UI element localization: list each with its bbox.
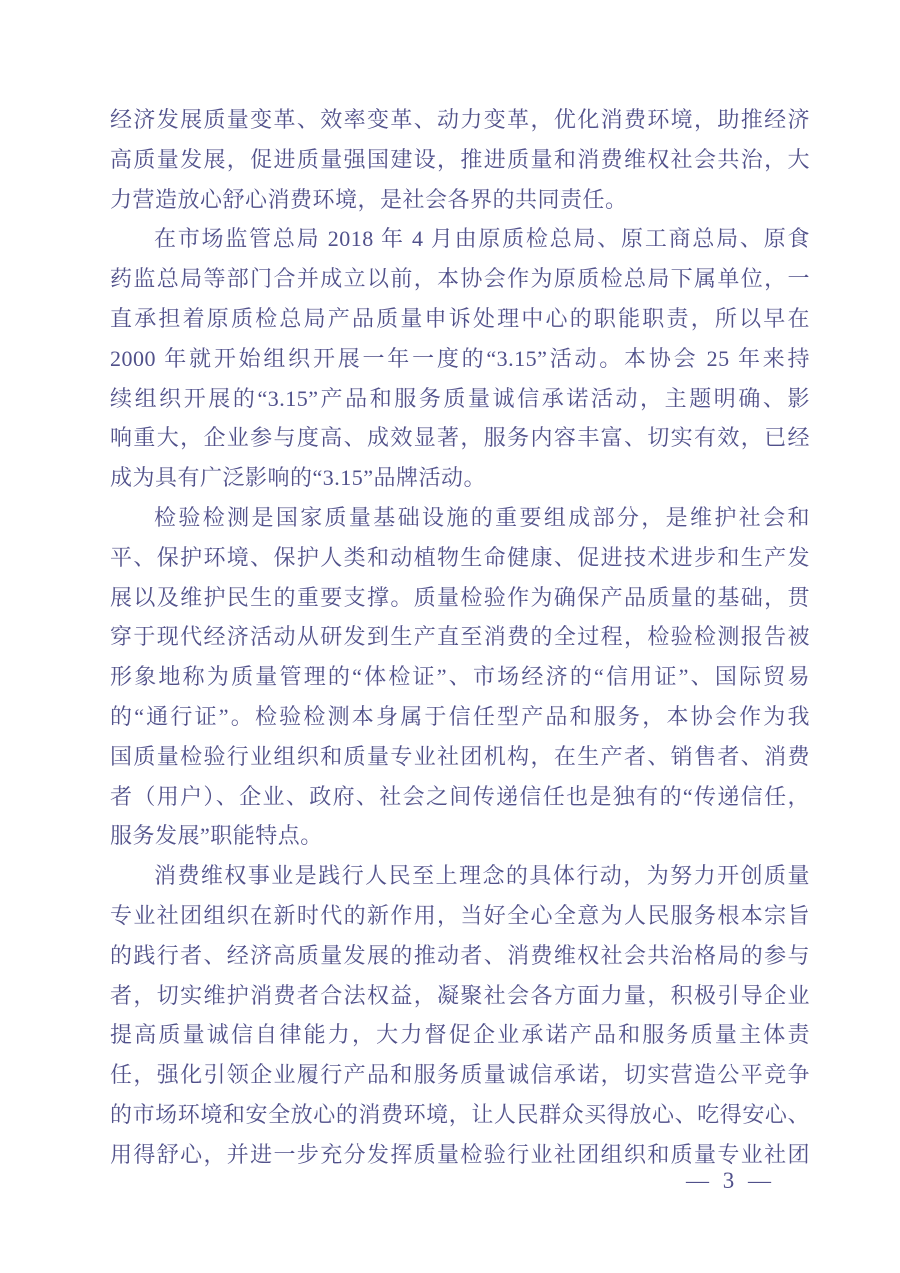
- text-line: 检验检测是国家质量基础设施的重要组成部分，是维护社会和: [154, 504, 810, 530]
- text-line: 直承担着原质检总局产品质量申诉处理中心的职能职责，所以早在: [110, 305, 810, 331]
- text-line: 2000 年就开始组织开展一年一度的“3.15”活动。本协会 25 年来持: [110, 345, 810, 371]
- text-line: 的“通行证”。检验检测本身属于信任型产品和服务，本协会作为我: [110, 703, 810, 729]
- text-line: 用得舒心，并进一步充分发挥质量检验行业社团组织和质量专业社团: [110, 1141, 810, 1167]
- text-line: 平、保护环境、保护人类和动植物生命健康、促进技术进步和生产发: [110, 544, 810, 570]
- text-line: 的践行者、经济高质量发展的推动者、消费维权社会共治格局的参与: [110, 942, 810, 968]
- text-line: 药监总局等部门合并成立以前，本协会作为原质检总局下属单位，一: [110, 266, 810, 292]
- paragraph: [110, 498, 810, 856]
- paragraph: [110, 856, 810, 1174]
- text-line: 经济发展质量变革、效率变革、动力变革，优化消费环境，助推经济: [110, 107, 810, 132]
- document-body: [110, 100, 810, 1175]
- text-line: 续组织开展的“3.15”产品和服务质量诚信承诺活动，主题明确、影: [110, 385, 810, 411]
- text-line: 力营造放心舒心消费环境，是社会各界的共同责任。: [110, 186, 628, 212]
- text-line: 穿于现代经济活动从研发到生产直至消费的全过程，检验检测报告被: [110, 624, 810, 650]
- text-line: 者，切实维护消费者合法权益，凝聚社会各方面力量，积极引导企业: [110, 982, 810, 1008]
- paragraph: [110, 219, 810, 498]
- text-line: 任，强化引领企业履行产品和服务质量诚信承诺，切实营造公平竞争: [110, 1062, 810, 1088]
- text-line: 国质量检验行业组织和质量专业社团机构，在生产者、销售者、消费: [110, 743, 810, 769]
- text-line: 形象地称为质量管理的“体检证”、市场经济的“信用证”、国际贸易: [110, 664, 810, 690]
- text-line: 高质量发展，促进质量强国建设，推进质量和消费维权社会共治，大: [110, 146, 810, 172]
- paragraph: [110, 100, 810, 219]
- text-line: 专业社团组织在新时代的新作用，当好全心全意为人民服务根本宗旨: [110, 902, 810, 928]
- text-line: 服务发展”职能特点。: [110, 823, 323, 849]
- page-number: — 3 —: [686, 1168, 775, 1193]
- text-line: 的市场环境和安全放心的消费环境，让人民群众买得放心、吃得安心、: [110, 1101, 810, 1127]
- text-line: 者（用户）、企业、政府、社会之间传递信任也是独有的“传递信任，: [110, 783, 810, 809]
- text-line: 在市场监管总局 2018 年 4 月由原质检总局、原工商总局、原食: [154, 226, 810, 252]
- text-line: 提高质量诚信自律能力，大力督促企业承诺产品和服务质量主体责: [110, 1022, 810, 1048]
- text-line: 消费维权事业是践行人民至上理念的具体行动，为努力开创质量: [154, 863, 810, 889]
- text-line: 成为具有广泛影响的“3.15”品牌活动。: [110, 465, 487, 491]
- text-line: 响重大，企业参与度高、成效显著，服务内容丰富、切实有效，已经: [110, 425, 810, 451]
- text-line: 展以及维护民生的重要支撑。质量检验作为确保产品质量的基础，贯: [110, 584, 810, 610]
